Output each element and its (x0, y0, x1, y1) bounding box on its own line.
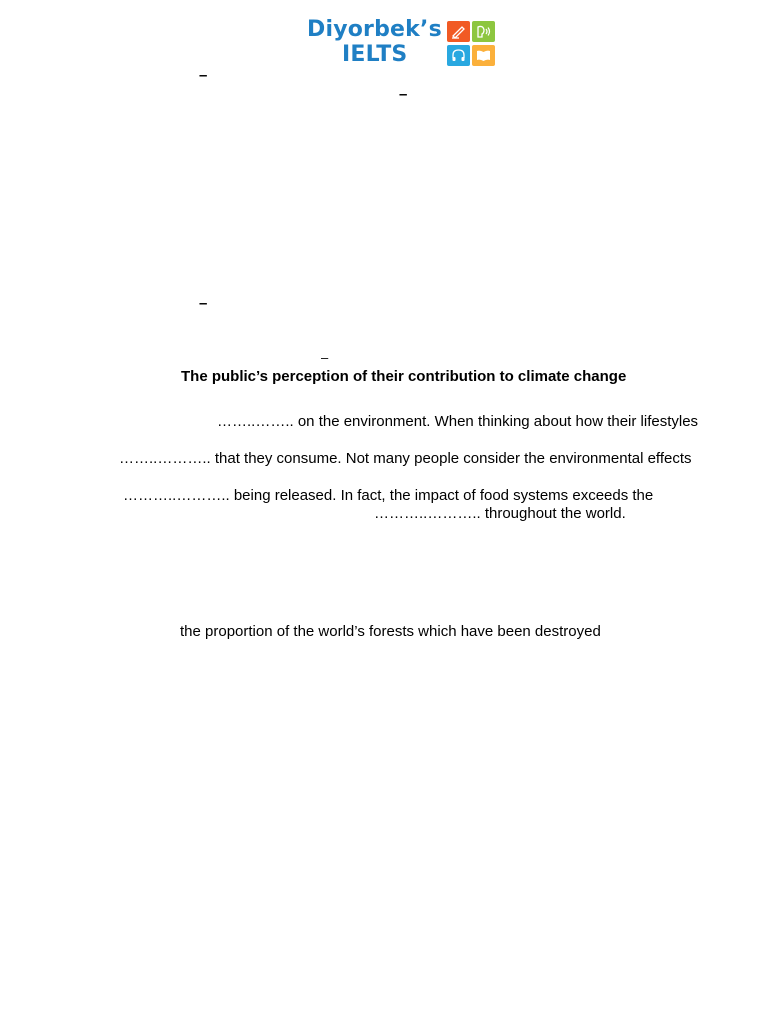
writing-icon (450, 24, 467, 39)
writing-tile (447, 21, 470, 42)
dash-mark: – (199, 67, 208, 84)
speaking-tile (472, 21, 495, 42)
logo-brand-name: Diyorbek’s (307, 17, 442, 42)
dash-mark: – (199, 295, 208, 312)
listening-icon (450, 48, 467, 63)
gap-fill-line: ………..……….. throughout the world. (374, 505, 626, 522)
logo-product-name: IELTS (342, 42, 408, 67)
note-line: the proportion of the world’s forests which have been destroyed (180, 623, 601, 640)
dash-mark: – (321, 350, 329, 365)
dash-mark: – (399, 86, 408, 103)
listening-tile (447, 45, 470, 66)
reading-icon (475, 48, 492, 63)
gap-fill-line: ………..……….. being released. In fact, the impact of food systems exceeds the (123, 487, 654, 504)
gap-fill-line: ……..…….. on the environment. When thinking about how their lifestyles (217, 413, 699, 430)
speaking-icon (475, 24, 492, 39)
reading-tile (472, 45, 495, 66)
section-title: The public’s perception of their contribution to climate change (181, 368, 627, 385)
gap-fill-line: ……..……….. that they consume. Not many people consider the environmental effects (119, 450, 692, 467)
